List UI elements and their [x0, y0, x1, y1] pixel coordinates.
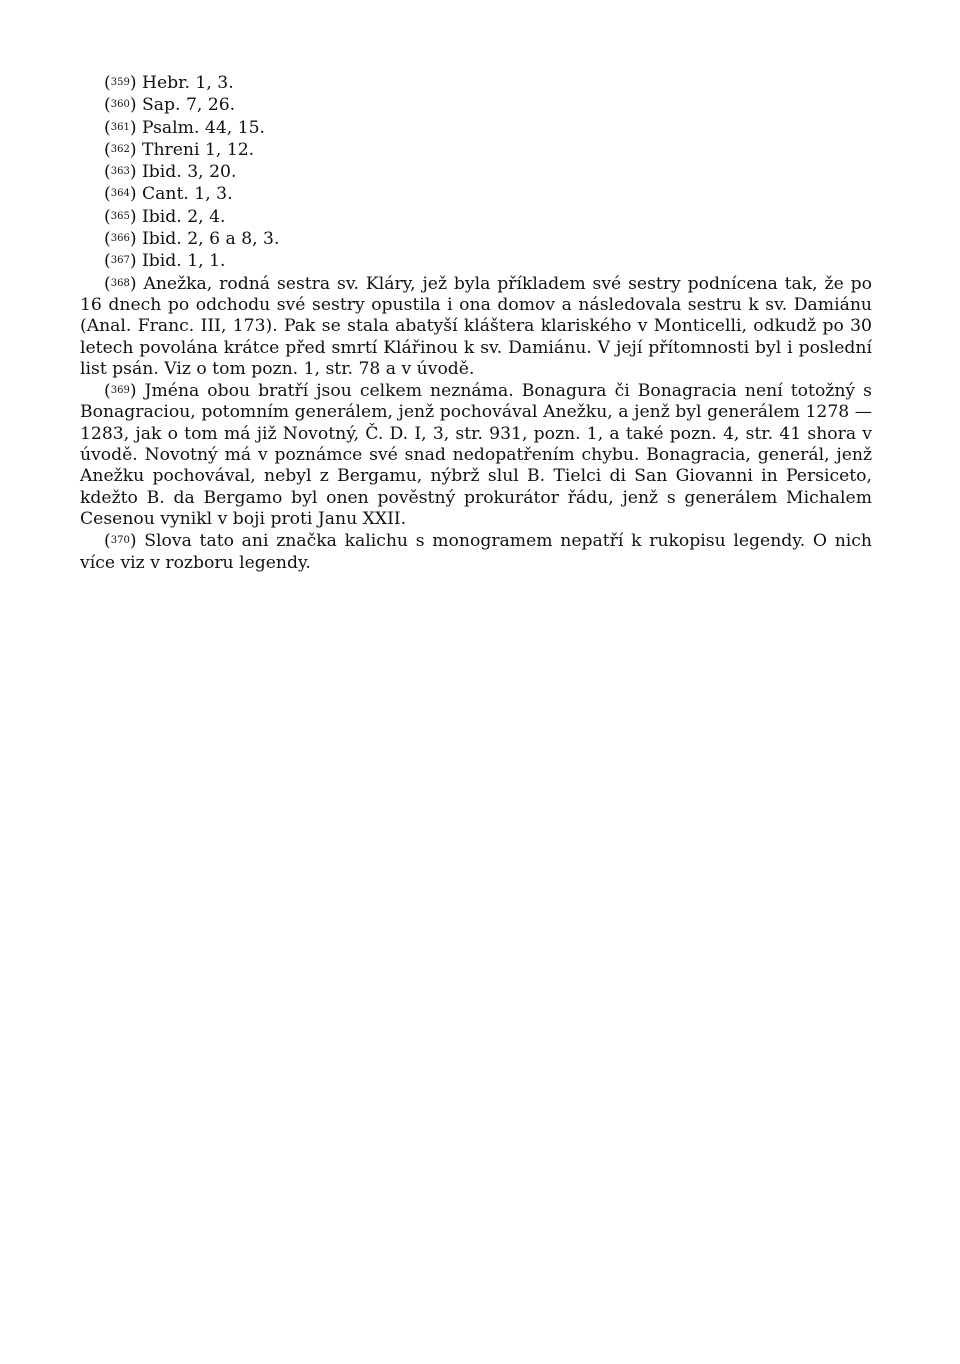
footnote: (367) Ibid. 1, 1.: [104, 251, 226, 272]
footnote: (366) Ibid. 2, 6 a 8, 3.: [104, 229, 280, 250]
footnote-text: Ibid. 1, 1.: [142, 251, 226, 272]
footnote-number: 359: [110, 77, 130, 88]
footnote-text: Anežka, rodná sestra sv. Kláry, jež byla příkladem své sestry podnícena tak, že po 16 dnech po odchodu své sestry opustila i ona domov a následovala sestru k sv. Damiánu (Anal. Franc. III, 173). Pak se stala abatyší kláštera klariského v Monticelli, odkudž po 30 letech povolána krátce před smrtí Klářinou k sv. Damiánu. V její přítomnosti byl i poslední list psán. Viz o tom pozn. 1, str. 78 a v úvodě.: [80, 273, 872, 379]
footnote-text: Jména obou bratří jsou celkem neznáma. Bonagura či Bonagracia není totožný s Bonagraciou, potomním generálem, jenž pochovával Anežku, a jenž byl generálem 1278 — 1283, jak o tom má již Novotný, Č. D. I, 3, str. 931, pozn. 1, a také pozn. 4, str. 41 shora v úvodě. Novotný má v poznámce své snad nedopatřením chybu. Bonagracia, generál, jenž Anežku pochovával, nebyl z Bergamu, nýbrž slul B. Tielci di San Giovanni in Persiceto, kdežto B. da Bergamo byl onen pověstný prokurátor řádu, jenž s generálem Michalem Cesenou vynikl v boji proti Janu XXII.: [80, 381, 872, 529]
footnote-text: Psalm. 44, 15.: [142, 117, 266, 138]
footnote: (368) Anežka, rodná sestra sv. Kláry, jež byla příkladem své sestry podnícena tak, že po 16 dnech po odchodu své sestry opustila i ona domov a následovala sestru k sv. Damiánu (Anal. Franc. III, 173). Pak se stala abatyší kláštera klariského v Monticelli, odkudž po 30 letech povolána krátce před smrtí Klářinou k sv. Damiánu. V její přítomnosti byl i poslední list psán. Viz o tom pozn. 1, str. 78 a v úvodě.: [80, 273, 872, 379]
footnote-number: 366: [110, 233, 130, 245]
footnote: (359) Hebr. 1, 3.: [104, 73, 234, 93]
footnote-text: Slova tato ani značka kalichu s monogramem nepatří k rukopisu legendy. O nich více viz v rozboru legendy.: [80, 531, 872, 573]
footnote-number: 367: [110, 255, 130, 267]
footnote-text: Ibid. 2, 4.: [142, 206, 226, 227]
footnote: (364) Cant. 1, 3.: [104, 184, 233, 205]
footnote-number: 365: [110, 210, 130, 222]
footnote: (365) Ibid. 2, 4.: [104, 206, 226, 227]
footnote-text: Sap. 7, 26.: [142, 95, 236, 116]
footnote: (362) Threni 1, 12.: [104, 139, 255, 160]
footnote-text: Ibid. 2, 6 a 8, 3.: [142, 229, 280, 250]
footnote-text: Ibid. 3, 20.: [142, 162, 237, 183]
footnote: (360) Sap. 7, 26.: [104, 95, 236, 116]
footnote-number: 362: [110, 143, 130, 155]
footnote: (370) Slova tato ani značka kalichu s monogramem nepatří k rukopisu legendy. O nich více viz v rozboru legendy.: [80, 531, 872, 573]
footnote-text: Cant. 1, 3.: [142, 184, 233, 205]
footnote: (361) Psalm. 44, 15.: [104, 117, 266, 138]
footnote-number: 370: [110, 535, 130, 547]
footnote-number: 363: [110, 166, 130, 178]
footnote-text: Threni 1, 12.: [142, 139, 255, 160]
footnote-number: 369: [110, 385, 130, 397]
footnote: (369) Jména obou bratří jsou celkem neznáma. Bonagura či Bonagracia není totožný s Bonagraciou, potomním generálem, jenž pochovával Anežku, a jenž byl generálem 1278 — 1283, jak o tom má již Novotný, Č. D. I, 3, str. 931, pozn. 1, a také pozn. 4, str. 41 shora v úvodě. Novotný má v poznámce své snad nedopatřením chybu. Bonagracia, generál, jenž Anežku pochovával, nebyl z Bergamu, nýbrž slul B. Tielci di San Giovanni in Persiceto, kdežto B. da Bergamo byl onen pověstný prokurátor řádu, jenž s generálem Michalem Cesenou vynikl v boji proti Janu XXII.: [80, 381, 872, 529]
footnote-number: 360: [110, 99, 130, 111]
footnote: (363) Ibid. 3, 20.: [104, 162, 237, 183]
footnote-text: Hebr. 1, 3.: [142, 73, 234, 93]
footnote-number: 364: [110, 188, 130, 200]
footnote-number: 368: [110, 277, 130, 289]
footnotes-block: [80, 72, 872, 574]
footnote-number: 361: [110, 121, 130, 133]
